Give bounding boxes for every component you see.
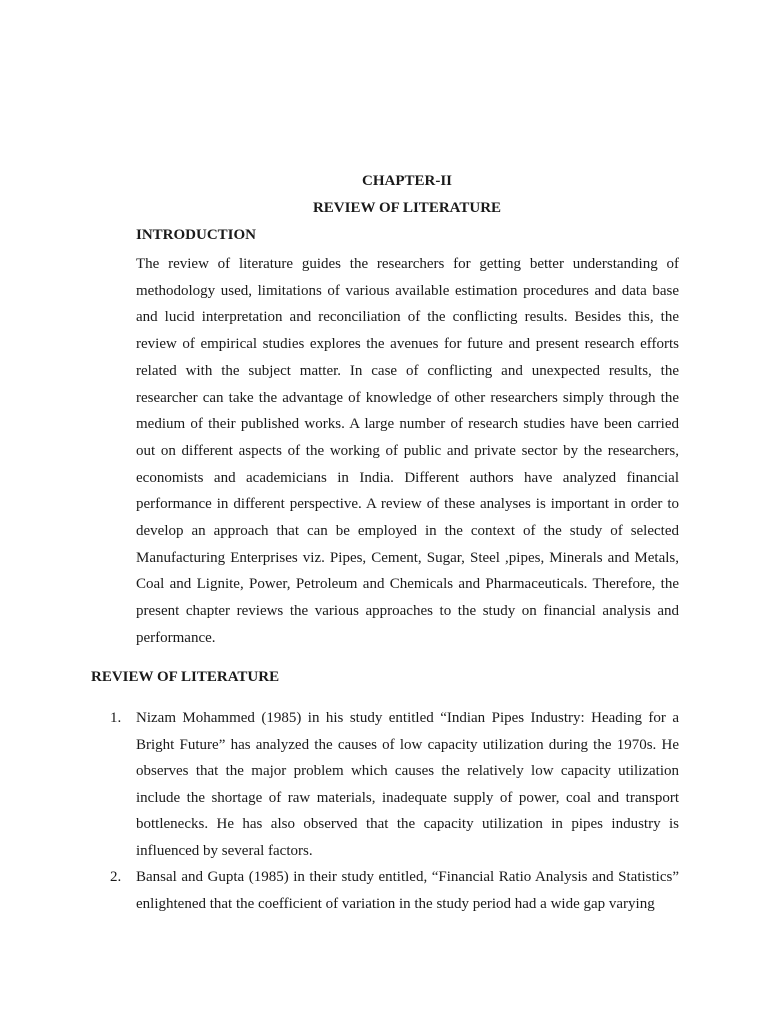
introduction-paragraph: The review of literature guides the researchers for getting better understanding of methodology used, limitations of various available estimation procedures and data base and lucid interpretation and reconciliation of the conflicting results. Besides this, the review of empirical studies explores the avenues for future and present research efforts related with the subject matter. In case of conflicting and unexpected results, the researcher can take the advantage of knowledge of other researchers simply through the medium of their published works. A large number of research studies have been carried out on different aspects of the working of public and private sector by the researchers, economists and academicians in India. Different authors have analyzed financial performance in different perspective. A review of these analyses is important in order to develop an approach that can be employed in the context of the study of selected Manufacturing Enterprises viz. Pipes, Cement, Sugar, Steel ,pipes, Minerals and Metals, Coal and Lignite, Power, Petroleum and Chemicals and Pharmaceuticals. Therefore, the present chapter reviews the various approaches to the study on financial analysis and performance. (136, 256, 679, 646)
review-item-text: Nizam Mohammed (1985) in his study entitled “Indian Pipes Industry: Heading for a Bright Future” has analyzed the causes of low capacity utilization during the 1970s. He observes that the major problem which causes the relatively low capacity utilization include the shortage of raw materials, inadequate supply of power, coal and transport bottlenecks. He has also observed that the capacity utilization in pipes industry is influenced by several factors. (136, 710, 679, 859)
review-item-number: 1. (110, 710, 122, 726)
review-item-2 (110, 864, 679, 917)
review-item-number: 2. (110, 869, 122, 885)
chapter-subtitle: REVIEW OF LITERATURE (312, 200, 502, 216)
review-item-1 (110, 705, 679, 864)
review-list (110, 705, 679, 917)
introduction-heading: INTRODUCTION (136, 227, 257, 243)
review-heading: REVIEW OF LITERATURE (91, 669, 280, 685)
review-item-text: Bansal and Gupta (1985) in their study entitled, “Financial Ratio Analysis and Statistics” enlightened that the coefficient of variation in the study period had a wide gap varying (136, 869, 679, 912)
chapter-title: CHAPTER-II (361, 173, 452, 189)
